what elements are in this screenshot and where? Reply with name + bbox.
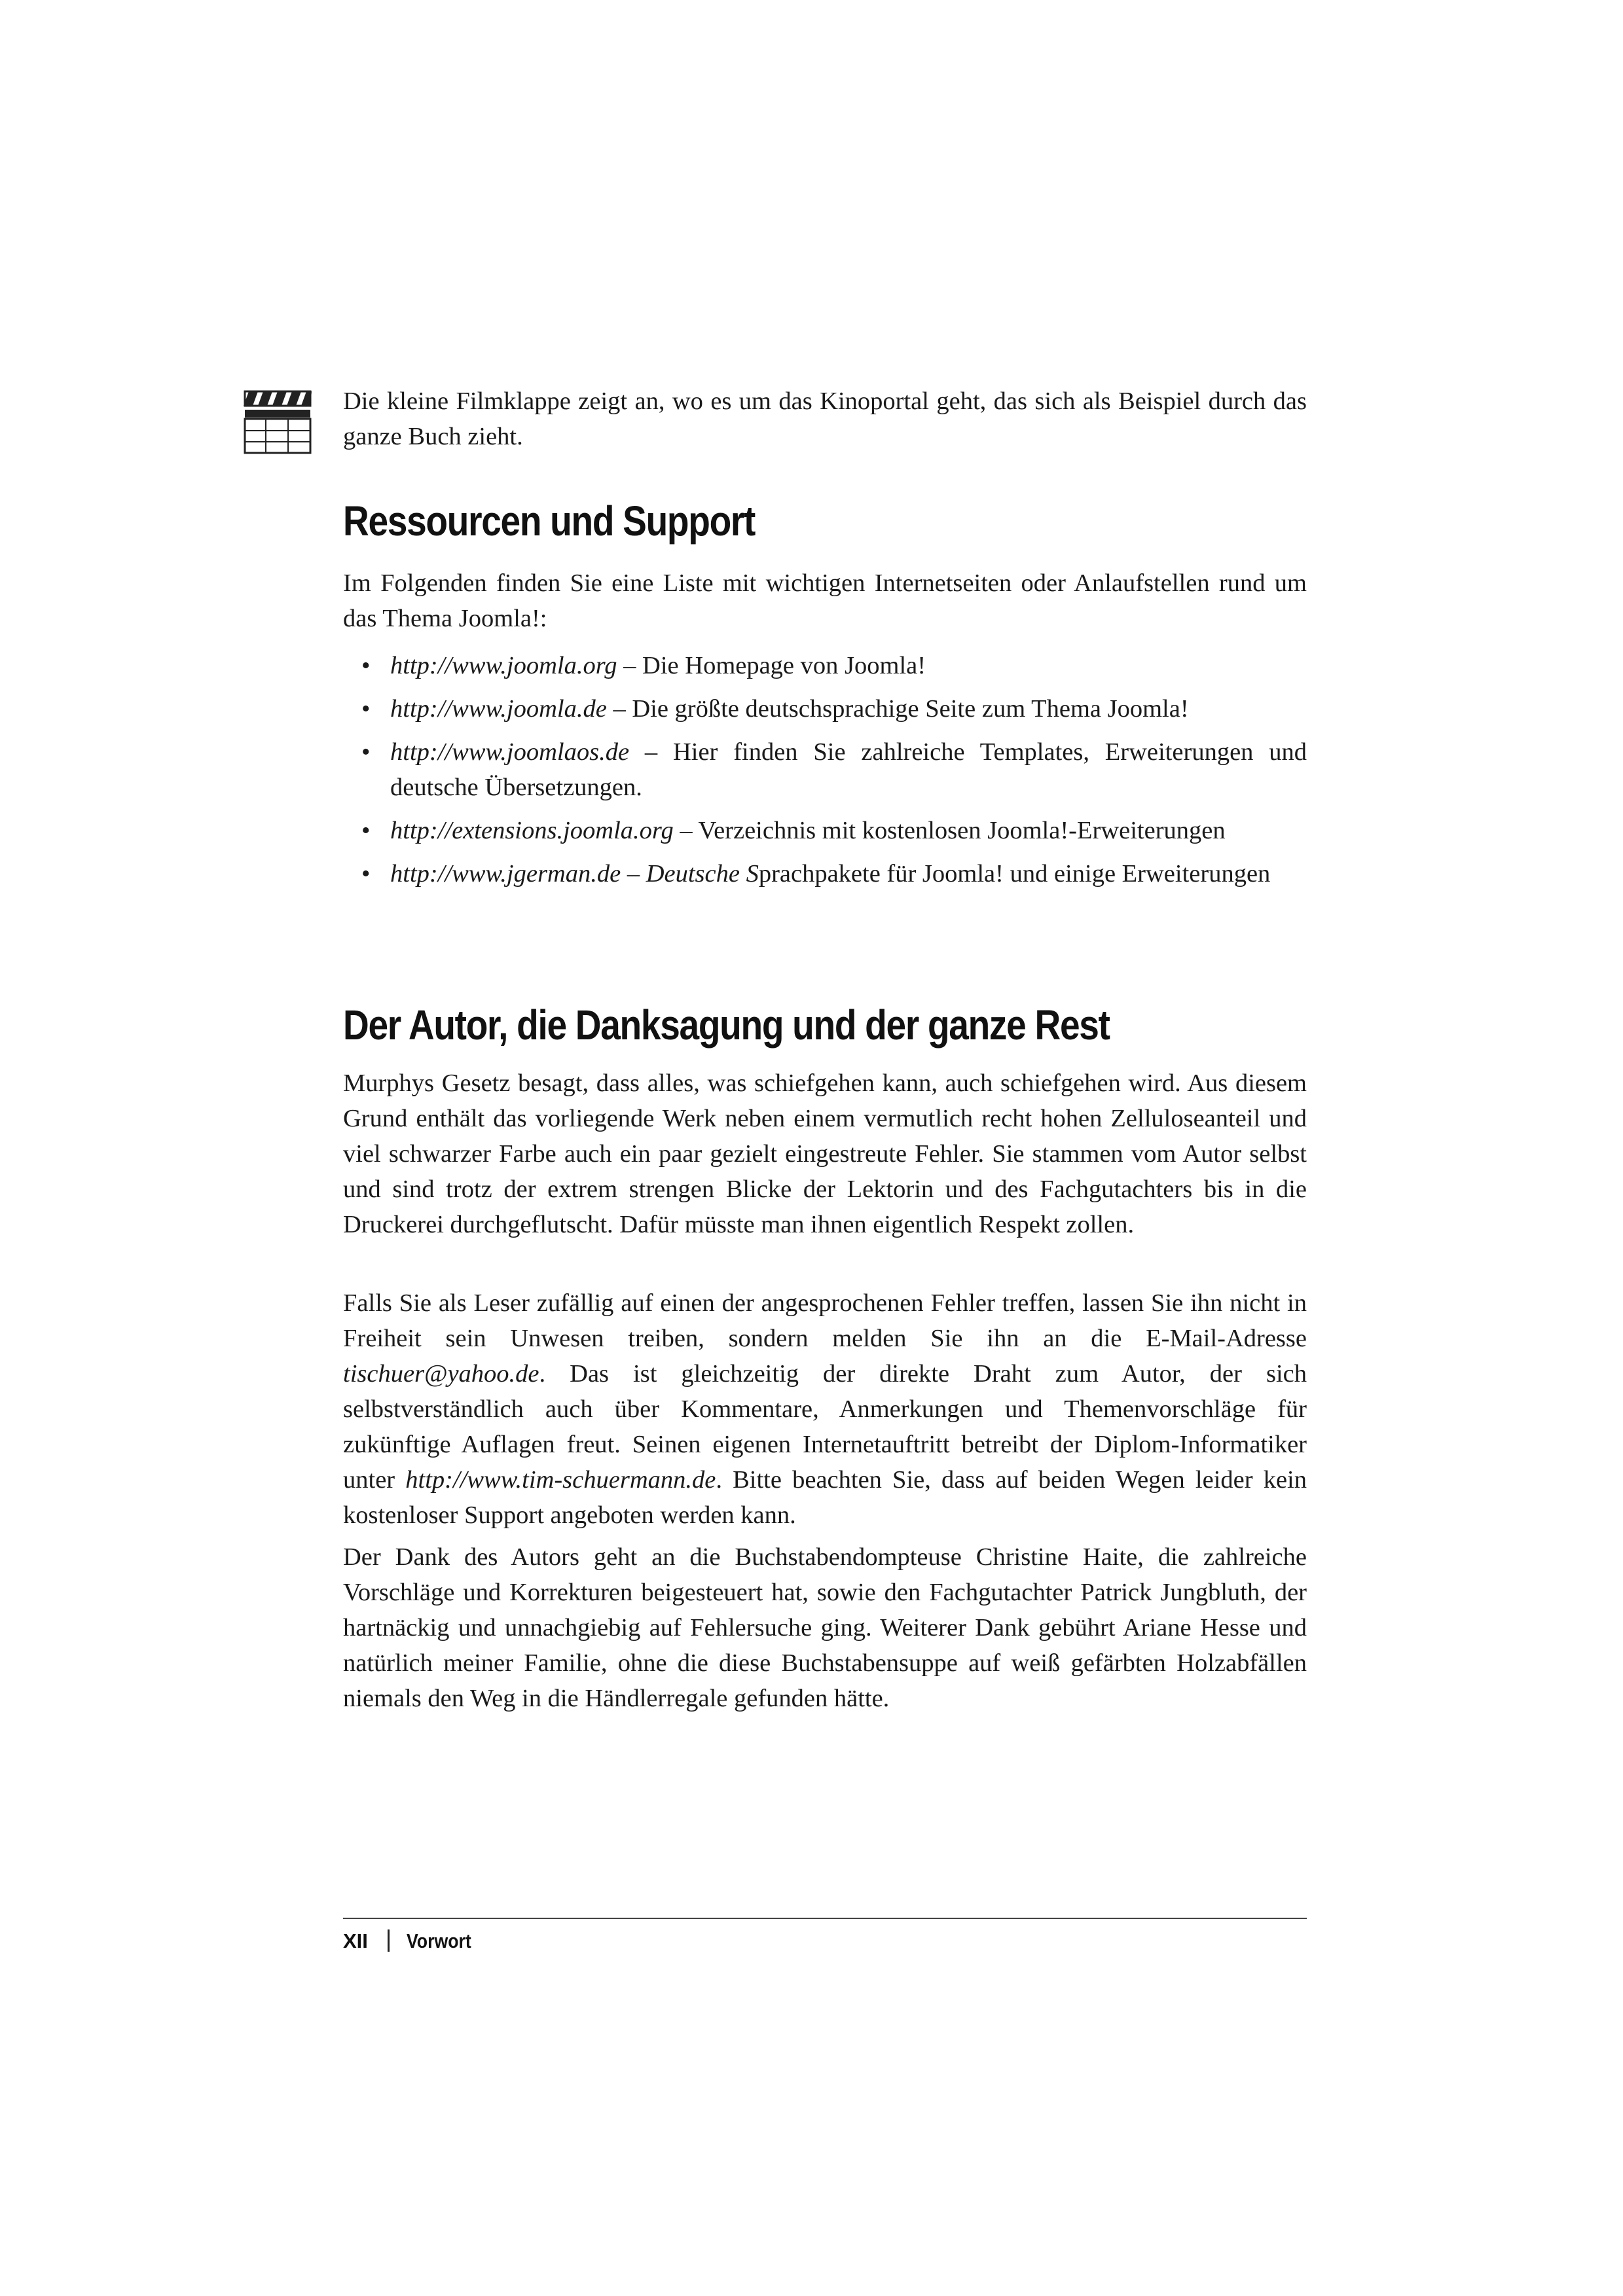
- footer-separator: [388, 1929, 390, 1952]
- page-number: XII: [343, 1929, 368, 1952]
- list-item: [343, 813, 1307, 848]
- resource-url[interactable]: http://extensions.joomla.org: [390, 817, 674, 844]
- resource-description: – Hier finden Sie zahlreiche Templates, Erweiterungen und deutsche Übersetzungen.: [390, 738, 1307, 801]
- paragraph-text: . Das ist gleichzeitig der direkte Draht zum Autor, der sich selbstverständlich auch über Kommentare, Anmerkungen und Themenvorschläge für zukünftige Auflagen freut. Seinen eigenen Internetauftritt betreibt der Diplom-Informatiker unter: [343, 1360, 1307, 1494]
- resource-url[interactable]: http://www.joomla.de: [390, 695, 607, 723]
- footer-divider: [343, 1918, 1307, 1919]
- resource-description: – Die Homepage von Joomla!: [617, 652, 926, 679]
- bullet: •: [361, 738, 371, 766]
- list-item: [343, 648, 1307, 683]
- list-item: [343, 856, 1307, 891]
- paragraph-murphy: Murphys Gesetz besagt, dass alles, was schiefgehen kann, auch schiefgehen wird. Aus diesem Grund enthält das vorliegende Werk neben einem vermutlich recht hohen Zelluloseanteil und viel schwarzer Farbe auch ein paar gezielt eingestreute Fehler. Sie stammen vom Autor selbst und sind trotz der extrem strengen Blicke der Lektorin und des Fachgutachters bis in die Druckerei durchgeflutscht. Dafür müsste man ihnen eigentlich Respekt zollen.: [343, 1069, 1307, 1238]
- list-item: [343, 691, 1307, 726]
- resource-url[interactable]: http://www.joomla.org: [390, 652, 617, 679]
- film-clapper-icon: [244, 390, 312, 454]
- resource-description: – Verzeichnis mit kostenlosen Joomla!-Erweiterungen: [673, 817, 1226, 844]
- list-item: [343, 734, 1307, 805]
- bullet: •: [361, 817, 371, 844]
- bullet: •: [361, 695, 371, 723]
- resource-description: prachpakete für Joomla! und einige Erweiterungen: [758, 860, 1271, 888]
- page-footer: [343, 1927, 482, 1956]
- heading-resources: Ressourcen und Support: [343, 497, 756, 545]
- email-link[interactable]: tischuer@yahoo.de: [343, 1360, 539, 1388]
- paragraph-errors: [343, 1285, 1307, 1533]
- paragraph-thanks: Der Dank des Autors geht an die Buchstabendompteuse Christine Haite, die zahlreiche Vorschläge und Korrekturen beigesteuert hat, sowie den Fachgutachter Patrick Jungbluth, der hartnäckig und unnachgiebig auf Fehlersuche ging. Weiterer Dank gebührt Ariane Hesse und natürlich meiner Familie, ohne die diese Buchstabensuppe auf weiß gefärbten Holzabfällen niemals den Weg in die Händlerregale gefunden hätte.: [343, 1543, 1307, 1712]
- bullet: •: [361, 652, 371, 679]
- running-section-title: Vorwort: [406, 1929, 471, 1952]
- author-website-link[interactable]: http://www.tim-schuermann.de: [405, 1466, 716, 1494]
- resource-url[interactable]: http://www.jgerman.de – Deutsche S: [390, 860, 759, 888]
- heading-author: Der Autor, die Danksagung und der ganze Rest: [343, 1001, 1110, 1049]
- clapper-note: Die kleine Filmklappe zeigt an, wo es um das Kinoportal geht, das sich als Beispiel durch das ganze Buch zieht.: [343, 387, 1307, 450]
- resource-description: – Die größte deutschsprachige Seite zum Thema Joomla!: [606, 695, 1189, 723]
- paragraph-text: Falls Sie als Leser zufällig auf einen der angesprochenen Fehler treffen, lassen Sie ihn nicht in Freiheit sein Unwesen treiben, sondern melden Sie ihn an die E-Mail-Adresse: [343, 1289, 1307, 1352]
- resource-url[interactable]: http://www.joomlaos.de: [390, 738, 630, 766]
- resource-link-list: [343, 648, 1307, 891]
- bullet: •: [361, 860, 371, 888]
- resources-intro: Im Folgenden finden Sie eine Liste mit wichtigen Internetseiten oder Anlaufstellen rund um das Thema Joomla!:: [343, 569, 1307, 632]
- paragraph-text: . Bitte beachten Sie, dass auf beiden Wegen leider kein kostenloser Support angeboten werden kann.: [343, 1466, 1307, 1529]
